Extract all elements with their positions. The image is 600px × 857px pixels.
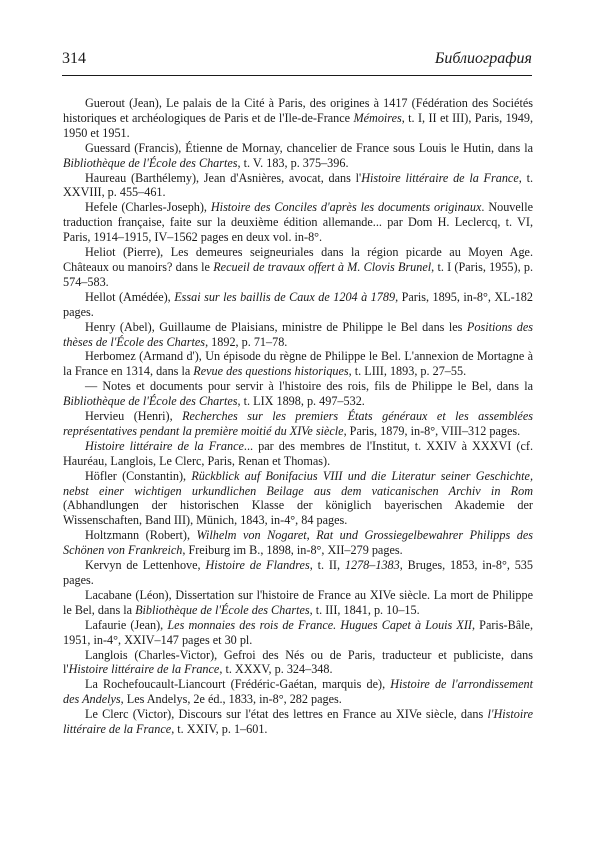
running-title: Библиография [434, 50, 532, 67]
bibliography-entry: Kervyn de Lettenhove, Histoire de Flandres, t. II, 1278–1383, Bruges, 1853, in-8°, 535 pages. [63, 558, 533, 587]
bibliography-entry: Guessard (Francis), Étienne de Mornay, chancelier de France sous Louis le Hutin, dans la Bibliothèque de l'École des Chartes, t. V. 183, p. 375–396. [63, 140, 533, 170]
bibliography-entry: Guerout (Jean), Le palais de la Cité à Paris, des origines à 1417 (Fédération des Sociétés historiques et archéologiques de Paris et de l'Ile-de-France Mémoires, t. I, II et III), Paris, 1949, 1950 et 1951. [63, 96, 533, 140]
header-rule [62, 75, 532, 76]
bibliography-list [63, 96, 533, 737]
bibliography-entry: Holtzmann (Robert), Wilhelm von Nogaret, Rat und Grossiegelbewahrer Philipps des Schönen von Frankreich, Freiburg im B., 1898, in-8°, XII–279 pages. [63, 528, 533, 558]
page-header [62, 50, 532, 72]
bibliography-entry: Heliot (Pierre), Les demeures seigneuriales dans la région picarde au Moyen Age. Châteaux ou manoirs? dans le Recueil de travaux offert à M. Clovis Brunel, t. I (Paris, 1955), p. 574–583. [63, 245, 533, 289]
bibliography-entry: Höfler (Constantin), Rückblick auf Bonifacius VIII und die Literatur seiner Geschichte, nebst einer wichtigen urkundlichen Beilage aus dem vaticanischen Archiv in Rom (Abhandlungen der historischen Klasse der königlich bayerischen Akademie der Wissenschaften, Band III), Münich, 1843, in-4°, 84 pages. [63, 468, 533, 528]
bibliography-entry: Hervieu (Henri), Recherches sur les premiers États généraux et les assemblées représentatives pendant la première moitié du XIVe siècle, Paris, 1879, in-8°, VIII–312 pages. [63, 409, 533, 438]
bibliography-entry: Hellot (Amédée), Essai sur les baillis de Caux de 1204 à 1789, Paris, 1895, in-8°, XL-182 pages. [63, 289, 533, 319]
bibliography-entry: Haureau (Barthélemy), Jean d'Asnières, avocat, dans l'Histoire littéraire de la France, t. XXVIII, p. 455–461. [63, 170, 533, 200]
bibliography-entry: Herbomez (Armand d'), Un épisode du règne de Philippe le Bel. L'annexion de Mortagne à la France en 1314, dans la Revue des questions historiques, t. LIII, 1893, p. 27–55. [63, 349, 533, 379]
bibliography-entry: Langlois (Charles-Victor), Gefroi des Nés ou de Paris, traducteur et publiciste, dans l'Histoire littéraire de la France, t. XXXV, p. 324–348. [63, 647, 533, 677]
bibliography-entry: Lafaurie (Jean), Les monnaies des rois de France. Hugues Capet à Louis XII, Paris-Bâle, 1951, in-4°, XXIV–147 pages et 30 pl. [63, 617, 533, 647]
bibliography-entry: Le Clerc (Victor), Discours sur l'état des lettres en France au XIVe siècle, dans l'Histoire littéraire de la France, t. XXIV, p. 1–601. [63, 707, 533, 737]
bibliography-entry: — Notes et documents pour servir à l'histoire des rois, fils de Philippe le Bel, dans la Bibliothèque de l'École des Chartes, t. LIX 1898, p. 497–532. [63, 379, 533, 409]
bibliography-entry: La Rochefoucault-Liancourt (Frédéric-Gaétan, marquis de), Histoire de l'arrondissement des Andelys, Les Andelys, 2e éd., 1833, in-8°, 282 pages. [63, 677, 533, 707]
bibliography-entry: Hefele (Charles-Joseph), Histoire des Conciles d'après les documents originaux. Nouvelle traduction française, faite sur la deuxième édition allemande... par Dom H. Leclercq, t. VI, Paris, 1914–1915, IV–1562 pages en deux vol. in-8°. [63, 200, 533, 245]
bibliography-entry: Histoire littéraire de la France... par des membres de l'Institut, t. XXIV à XXXVI (cf. Hauréau, Langlois, Le Clerc, Paris, Renan et Thomas). [63, 438, 533, 468]
page-number: 314 [62, 50, 86, 67]
bibliography-entry: Henry (Abel), Guillaume de Plaisians, ministre de Philippe le Bel dans les Positions des thèses de l'École des Chartes, 1892, p. 71–78. [63, 319, 533, 349]
bibliography-entry: Lacabane (Léon), Dissertation sur l'histoire de France au XIVe siècle. La mort de Philippe le Bel, dans la Bibliothèque de l'École des Chartes, t. III, 1841, p. 10–15. [63, 587, 533, 617]
